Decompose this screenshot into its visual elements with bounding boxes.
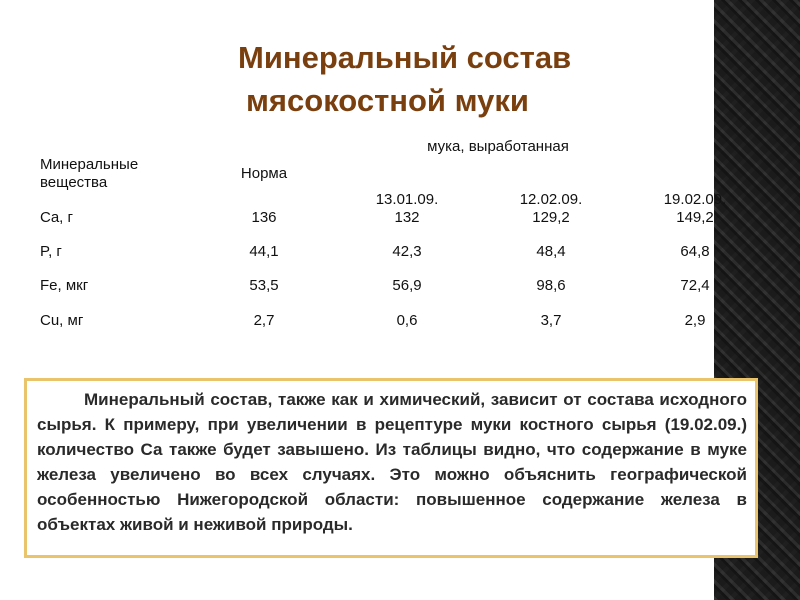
- row-norm: 136: [251, 209, 277, 226]
- row-norm: 53,5: [249, 277, 279, 294]
- date-header: 13.01.09.: [375, 191, 439, 208]
- row-value: 42,3: [392, 243, 422, 260]
- row-name: Fe, мкг: [40, 277, 89, 294]
- header-minerals: Минеральные вещества: [40, 156, 139, 191]
- row-norm: 2,7: [253, 312, 275, 329]
- row-norm: 44,1: [249, 243, 279, 260]
- title-line-2: мясокостной муки: [246, 83, 529, 118]
- row-value: 72,4: [680, 277, 710, 294]
- row-value: 149,2: [676, 209, 714, 226]
- row-name: P, г: [40, 243, 62, 260]
- date-header: 19.02.09.: [663, 191, 727, 208]
- row-value: 3,7: [540, 312, 562, 329]
- row-value: 98,6: [536, 277, 566, 294]
- row-value: 2,9: [684, 312, 706, 329]
- row-name: Cu, мг: [40, 312, 84, 329]
- note-box: [24, 378, 758, 558]
- note-text: Минеральный состав, также как и химический, зависит от состава исходного сырья. К примеру, при увеличении в рецептуре муки костного сырья (19.02.09.) количество Са также будет завышено. Из таблицы видно, что содержание в муке железа увеличено во всех случаях. Это можно объяснить географической особенностью Нижегородской области: повышенное содержание железа в объектах живой и неживой природы.: [37, 390, 747, 534]
- header-norm: Норма: [240, 165, 288, 182]
- title-line-1: Минеральный состав: [238, 40, 572, 75]
- date-header: 12.02.09.: [519, 191, 583, 208]
- row-value: 0,6: [396, 312, 418, 329]
- header-group: мука, выработанная: [427, 138, 569, 155]
- row-value: 64,8: [680, 243, 710, 260]
- row-value: 129,2: [532, 209, 570, 226]
- row-name: Ca, г: [40, 209, 73, 226]
- row-value: 48,4: [536, 243, 566, 260]
- row-value: 132: [394, 209, 420, 226]
- row-value: 56,9: [392, 277, 422, 294]
